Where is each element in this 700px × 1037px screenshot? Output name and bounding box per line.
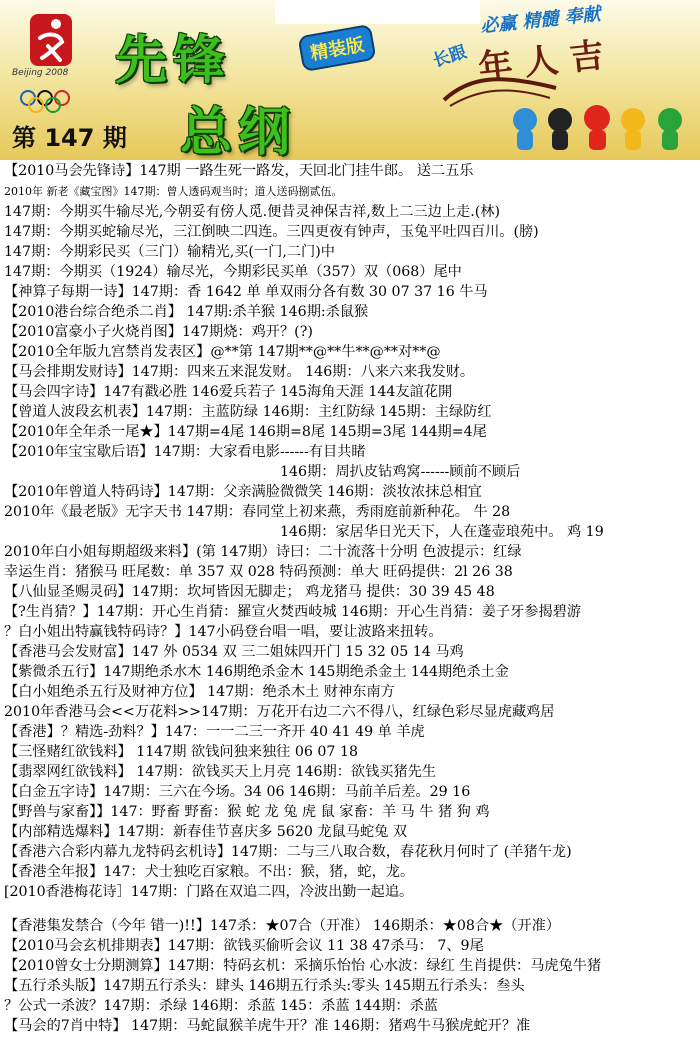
list-item: 【白金五字诗】147期：三六在今场。34 06 146期：马前羊后差。29 16 [4, 784, 471, 800]
list-item: [2010香港梅花诗］147期：门路在双追二四，冷波出勤一起追。 [4, 884, 414, 900]
list-item: 【香港全年报】147：犬士独吃百家粮。不出：猴，猪，蛇，龙。 [4, 864, 415, 880]
olympic-caption: Beijing 2008 [12, 68, 69, 78]
list-item: 【马会四字诗】147有戳必胜 146爱兵若子 145海角天涯 144友誼花開 [4, 384, 453, 400]
list-item: 【?生肖猜？】147期：开心生肖猜：羅宣火焚西岐城 146期：开心生肖猜：姜子牙参揭碧游 [4, 604, 582, 620]
list-item: 【五行杀头版】147期五行杀头：肆头 146期五行杀头:零头 145期五行杀头：叁头 [4, 978, 525, 994]
issue-suffix: 期 [102, 124, 127, 152]
list-item: 147期：今期买牛输尽光,今朝妥有傍人觅.便昔灵神保吉祥,数上二三边上走.(林) [4, 204, 501, 220]
list-item: 147期：今期彩民买（三门）输精光,买(一门,二门)中 [4, 244, 335, 260]
list-item: 【香港】？精选-劲料？】147：一一二三一齐开 40 41 49 单 羊虎 [4, 724, 425, 740]
list-item: 【2010年全年杀一尾★】147期=4尾 146期=8尾 145期=3尾 144期=4尾 [4, 424, 487, 440]
follow-text: 长跟 [430, 42, 470, 72]
list-item: 【马会的7肖中特】 147期：马蛇鼠猴羊虎牛开？准 146期：猪鸡牛马猴虎蛇开？准 [4, 1018, 531, 1034]
list-item: 【香港集发禁合（今年 错一)!!】147杀：★07合（开准） 146期杀：★08合★（开准） [4, 918, 561, 934]
list-item: 【2010港台综合绝杀二肖】 147期:杀羊猴 146期:杀鼠猴 [4, 304, 369, 320]
olympic-logo-icon [12, 10, 102, 120]
calligraphy-text: 年 人 吉 [476, 35, 606, 89]
list-item: 【2010马会玄机排期表】147期：欲钱买偷听会议 11 38 47杀马： 7、9尾 [4, 938, 484, 954]
list-item: ？公式一杀波？147期：杀绿 146期：杀蓝 145：杀蓝 144期：杀蓝 [4, 998, 438, 1014]
list-item: 幸运生肖：猪猴马 旺尾数：单 357 双 028 特码预测：单大 旺码提供：2l 26 38 [4, 564, 513, 580]
list-item: 【三怪赌红欲钱料】 1147期 欲钱问独来独往 06 07 18 [4, 744, 359, 760]
list-item: 2010年 新老《藏宝图》147期：曾人透码观当时；道人送码捌贰伍。 [4, 185, 343, 198]
issue-label [12, 118, 127, 153]
list-item: 146期：周扒皮钻鸡窝------顾前不顾后 [280, 464, 521, 480]
list-item: 147期：今期买蛇输尽光，三江倒映二四连。三四更夜有钟声，玉兔平吐四百川。(膀) [4, 224, 539, 240]
slogan: 必赢 精髓 奉献 [479, 3, 602, 38]
header-banner [0, 0, 700, 160]
list-item: ？白小姐出特赢钱特码诗？】147小码登台唱一唱，要让波路来扭转。 [4, 624, 443, 640]
list-item: 2010年香港马会<<万花料>>147期：万花开右边二六不得八，红绿色彩尽显虎藏鸡居 [4, 704, 555, 720]
list-item: 【白小姐绝杀五行及财神方位】 147期：绝杀木土 财神东南方 [4, 684, 395, 700]
list-item: 【翡翠网红欲钱料】 147期：欲钱买天上月亮 146期：欲钱买猪先生 [4, 764, 437, 780]
list-item: 【曾道人波段玄机表】147期：主蓝防绿 146期：主红防绿 145期：主绿防红 [4, 404, 492, 420]
list-item: 【香港六合彩内幕九龙特码玄机诗】147期：二与三八取合数，春花秋月何时了 (羊猪午龙) [4, 844, 572, 860]
issue-prefix: 第 [12, 124, 36, 152]
list-item: 【香港马会发财富】147 外 0534 双 三二姐妹四开门 15 32 05 14 马鸡 [4, 644, 464, 660]
list-item: 【2010年曾道人特码诗】147期：父亲满脸微微笑 146期：淡妆浓抹总相宜 [4, 484, 482, 500]
list-item: 【2010年宝宝歇后语】147期：大家看电影------有目共睹 [4, 444, 366, 460]
list-item: 147期：今期买（1924）输尽光，今期彩民买单（357）双（068）尾中 [4, 264, 462, 280]
list-item: 2010年白小姐每期超级来料】(第 147期）诗曰：二十流落十分明 色波提示：红绿 [4, 544, 522, 560]
list-item: 【2010富豪小子火烧肖图】147期烧：鸡开？(?) [4, 324, 313, 340]
list-item: 2010年《最老版》无字天书 147期：春同堂上初来燕，秀雨庭前新种花。 牛 28 [4, 504, 511, 520]
list-item: 【神算子每期一诗】147期：香 1642 单 单双雨分各有数 30 07 37 16 牛马 [4, 284, 488, 300]
list-item: 【2010曾女士分期测算】147期：特码玄机：采摘乐怡怡 心水波：绿红 生肖提供：马虎兔牛猪 [4, 958, 602, 974]
list-item: 【马会排期发财诗】147期：四来五来混发财。 146期：八来六来我发财。 [4, 364, 475, 380]
list-item: 146期：家居华日光天下，人在蓬壶琅苑中。 鸡 19 [280, 524, 604, 540]
blank-panel [275, 0, 480, 24]
mascots-icon [505, 100, 695, 155]
title-line-1: 先锋 [115, 31, 232, 91]
title-line-2: 总纲 [180, 103, 297, 160]
list-item: 【2010马会先锋诗】147期 一路生死一路发，天回北门挂牛郎。 送二五乐 [4, 163, 474, 179]
list-item: 【紫微杀五行】147期绝杀水木 146期绝杀金木 145期绝杀金土 144期绝杀土金 [4, 664, 509, 680]
issue-number: 147 [44, 124, 95, 152]
list-item: 【野兽与家畜】】147：野畜 野畜：猴 蛇 龙 兔 虎 鼠 家畜：羊 马 牛 猪 狗 鸡 [4, 804, 490, 820]
list-item: 【八仙显圣赐灵码】147期：坎坷皆因无脚走； 鸡龙猪马 提供：30 39 45 48 [4, 584, 495, 600]
edition-badge: 精装版 [297, 24, 376, 72]
list-item: 【内部精选爆料】147期：新春佳节喜庆多 5620 龙鼠马蛇兔 双 [4, 824, 408, 840]
list-item: 【2010全年版九宫禁肖发表区】@**第 147期**@**牛**@**对**@ [4, 344, 441, 360]
